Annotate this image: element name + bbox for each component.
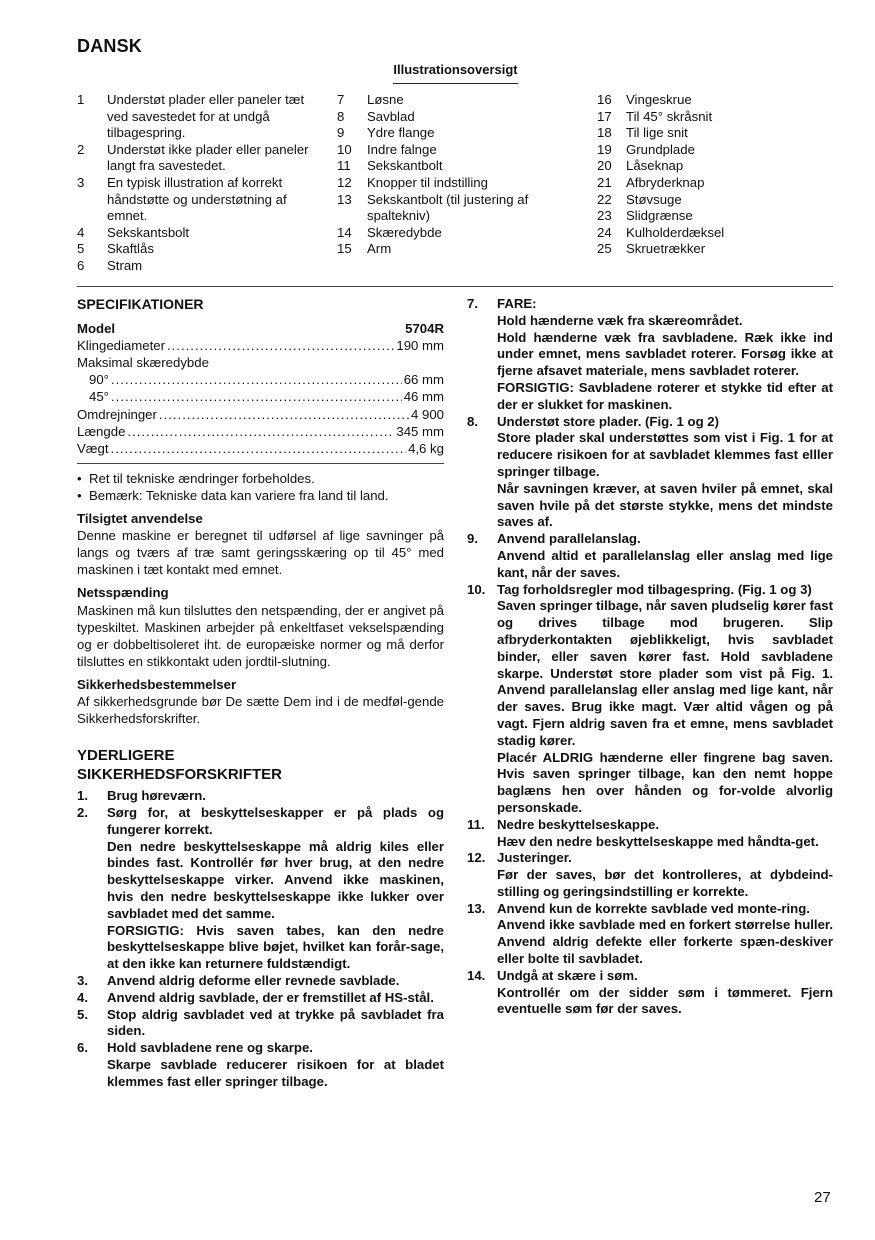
additional-safety-heading	[77, 746, 444, 784]
safety-item	[77, 1040, 444, 1090]
illustration-item-text: Savblad	[367, 108, 415, 124]
safety-item-text: FARE:	[497, 296, 537, 311]
safety-item-text: Anvend aldrig savblade, der er fremstillet af HS-stål.	[107, 989, 434, 1005]
safety-item-number: 10.	[467, 581, 486, 597]
spec-depth45-value: 46 mm	[403, 389, 444, 405]
illustration-item	[597, 125, 827, 142]
spec-depth90-row	[77, 371, 444, 388]
illustration-list-col2	[337, 92, 577, 258]
illustration-item-text: Skruetrækker	[626, 241, 706, 257]
page-number: 27	[814, 1189, 831, 1206]
safety-item-text: Brug høreværn.	[107, 788, 206, 804]
language-heading: DANSK	[77, 36, 143, 56]
safety-item-text: FORSIGTIG: Savbladene roterer et stykke tid efter at der er slukket for maskinen.	[497, 379, 833, 412]
spec-rpm-row	[77, 406, 444, 423]
illustration-item-number: 13	[337, 191, 352, 207]
illustration-item-text: Til 45° skråsnit	[626, 108, 713, 124]
safety-item	[77, 990, 444, 1007]
illustration-item-number: 23	[597, 208, 612, 224]
spec-weight-label: Vægt	[77, 440, 109, 456]
illustration-item-text: Arm	[367, 241, 392, 257]
illustration-item	[337, 92, 577, 109]
safety-item-text: Tag forholdsregler mod tilbagespring. (Fig. 1 og 3)	[497, 581, 812, 597]
safety-item-text: Placér ALDRIG hænderne eller fingrene bag saven. Hvis saven springer tilbage, kan den nemt hoppe baglæns hen over hånden og for-volde alvorlig personskade.	[497, 749, 833, 815]
safety-item-number: 8.	[467, 413, 478, 429]
safety-item-number: 2.	[77, 804, 88, 820]
intended-use-text: Denne maskine er beregnet til udførsel af lige savninger på langs og tværs af træ samt geringsskæring op til 45° med maskinen i tæt kontakt med emnet.	[77, 528, 444, 578]
illustration-item	[597, 158, 827, 175]
intended-use-heading: Tilsigtet anvendelse	[77, 511, 203, 527]
safety-item-text: Den nedre beskyttelseskappe må aldrig kiles eller bindes fast. Kontrollér før hver brug, at den nedre beskyttelseskappe virker. Anvend ikke maskinen, hvis den nedre beskyttelseskappe ikke lukker over savbladet med det samme.	[107, 838, 444, 921]
safety-item	[467, 901, 833, 968]
safety-item-text: Nedre beskyttelseskappe.	[497, 816, 659, 832]
safety-item-text: Saven springer tilbage, når saven pludselig kører fast og drives tilbage mod brugeren. Slip afbryderkontakten øjeblikkeligt, hvis savbladet binder, eller saven kører fast. Hold savbladene skarpe. Understøt store plader som vist på Fig. 1. Anvend parallelanslag eller anslag med lige kant, når der saves. Brug ikke magt. Vær altid vågen og på vagt. Fjern aldrig saven fra et emne, mens savbladet stadig kører.	[497, 598, 833, 748]
spec-depth45-label: 45°	[89, 389, 109, 405]
illustration-item-number: 16	[597, 92, 612, 107]
additional-heading-line2: SIKKERHEDSFORSKRIFTER	[77, 766, 283, 784]
safety-list-left	[77, 788, 444, 1090]
illustration-item	[337, 109, 577, 126]
safety-item-number: 4.	[77, 989, 88, 1005]
safety-item	[77, 788, 444, 805]
safety-item-text: Anvend parallelanslag.	[497, 531, 641, 547]
illustration-item	[337, 192, 577, 225]
illustration-item-text: Grundplade	[626, 141, 695, 157]
spec-divider	[77, 463, 444, 464]
spec-bullet-text: Ret til tekniske ændringer forbeholdes.	[89, 470, 315, 486]
illustration-list-col3	[597, 92, 827, 258]
illustration-item	[597, 175, 827, 192]
illustration-item-number: 4	[77, 224, 85, 240]
illustration-item-text: Skæredybde	[367, 224, 442, 240]
illustration-item-number: 2	[77, 141, 85, 157]
safety-item-text: Sørg for, at beskyttelseskapper er på plads og fungerer korrekt.	[107, 804, 444, 837]
safety-item	[467, 531, 833, 581]
illustration-item	[597, 225, 827, 242]
illustration-item-number: 8	[337, 108, 345, 124]
illustration-item	[337, 175, 577, 192]
safety-item-text: Hold savbladene rene og skarpe.	[107, 1040, 313, 1056]
illustration-item	[597, 142, 827, 159]
illustration-item	[597, 92, 827, 109]
spec-depth45-row	[77, 388, 444, 405]
safety-item-text: Før der saves, bør det kontrolleres, at dybdeind-stilling og geringsindstilling er korrekte.	[497, 867, 833, 899]
illustration-item	[337, 142, 577, 159]
spec-depth-label: Maksimal skæredybde	[77, 355, 209, 371]
spec-bullet: • Bemærk: Tekniske data kan variere fra land til land.	[77, 487, 389, 503]
safety-item-text: Kontrollér om der sidder søm i tømmeret. Fjern eventuelle søm før der saves.	[497, 984, 833, 1017]
safety-item-text: Anvend aldrig deforme eller revnede savblade.	[107, 972, 400, 988]
illustration-item	[597, 241, 827, 258]
safety-item-number: 11.	[467, 816, 485, 832]
illustration-item-text: Slidgrænse	[626, 208, 693, 224]
safety-item	[467, 850, 833, 900]
spec-bullet-text: Bemærk: Tekniske data kan variere fra land til land.	[89, 487, 389, 503]
safety-item-text: FORSIGTIG: Hvis saven tabes, kan den nedre beskyttelseskappe blive bøjet, hvilket kan forår-sage, at den ikke kan returnere fuldstændigt.	[107, 922, 444, 972]
illustration-item-text: Vingeskrue	[626, 92, 692, 107]
spec-model-row	[77, 320, 444, 337]
spec-depth90-label: 90°	[89, 372, 109, 388]
illustration-item-text: Sekskantbolt (til justering af spaltekniv)	[367, 191, 529, 224]
illustration-item	[337, 158, 577, 175]
safety-item-number: 7.	[467, 296, 478, 311]
illustration-item	[337, 225, 577, 242]
illustration-item-number: 11	[337, 158, 351, 174]
illustration-item-text: Stram	[107, 257, 143, 273]
illustration-item-number: 10	[337, 141, 352, 157]
illustration-item-text: Løsne	[367, 92, 404, 107]
spec-model-value: 5704R	[405, 321, 444, 337]
illustration-item-text: Knopper til indstilling	[367, 174, 488, 190]
safety-item-text: Understøt store plader. (Fig. 1 og 2)	[497, 413, 720, 429]
safety-item	[77, 1007, 444, 1041]
illustration-item	[77, 175, 312, 225]
illustration-item-number: 20	[597, 158, 612, 174]
illustration-item-text: Understøt plader eller paneler tæt ved savestedet for at undgå tilbagespring.	[107, 92, 305, 141]
safety-item	[467, 296, 833, 414]
spec-length-value: 345 mm	[396, 423, 444, 439]
spec-blade-value: 190 mm	[396, 338, 444, 354]
illustration-item	[77, 241, 312, 258]
safety-item-number: 13.	[467, 900, 486, 916]
safety-item	[467, 582, 833, 817]
illustration-item-text: En typisk illustration af korrekt håndstøtte og understøtning af emnet.	[107, 174, 287, 224]
safety-item-text: Anvend altid et parallelanslag eller anslag med lige kant, når der saves.	[497, 547, 833, 580]
illustration-item-number: 19	[597, 141, 612, 157]
safety-item-number: 14.	[467, 967, 486, 983]
illustration-list-col1	[77, 92, 312, 275]
additional-heading-line1: YDERLIGERE	[77, 747, 175, 765]
illustration-item-text: Sekskantbolt	[367, 158, 443, 174]
safety-rules-heading: Sikkerhedsbestemmelser	[77, 676, 237, 692]
safety-item-text: Anvend kun de korrekte savblade ved monte-ring.	[497, 900, 810, 916]
safety-item	[467, 414, 833, 532]
spec-blade-row	[77, 337, 444, 354]
illustration-item-text: Skaftlås	[107, 241, 154, 257]
illustration-item-number: 17	[597, 108, 612, 124]
illustration-item-number: 15	[337, 241, 352, 257]
illustration-item-text: Støvsuge	[626, 191, 682, 207]
safety-rules-text: Af sikkerhedsgrunde bør De sætte Dem ind i de medføl-gende Sikkerhedsforskrifter.	[77, 693, 444, 727]
illustration-item-text: Låseknap	[626, 158, 684, 174]
illustration-item-number: 12	[337, 174, 352, 190]
illustration-item-number: 6	[77, 257, 85, 273]
section-divider	[77, 286, 833, 287]
illustration-item-text: Afbryderknap	[626, 174, 705, 190]
illustration-item-number: 7	[337, 92, 345, 107]
illustration-item	[337, 125, 577, 142]
safety-item-text: Hæv den nedre beskyttelseskappe med håndta-get.	[497, 833, 819, 849]
illustration-item-text: Sekskantsbolt	[107, 224, 190, 240]
illustration-title	[0, 61, 875, 84]
spec-blade-label: Klingediameter	[77, 338, 165, 354]
safety-item-text: Stop aldrig savbladet ved at trykke på savbladet fra siden.	[107, 1006, 444, 1039]
power-text: Maskinen må kun tilsluttes den netspænding, der er angivet på typeskiltet. Maskinen arbejder på enkeltfaset vekselspænding og er dobbeltisoleret iht. de europæiske normer og må derfor tilsluttes en stikkontakt uden jordtil-slutning.	[77, 602, 444, 669]
safety-item-text: Store plader skal understøttes som vist i Fig. 1 for at reducere risikoen for at savbladet klemmes fast elller springer tilbage.	[497, 430, 833, 479]
illustration-item	[337, 241, 577, 258]
spec-weight-value: 4,6 kg	[408, 440, 444, 456]
spec-rpm-label: Omdrejninger	[77, 406, 157, 422]
illustration-item	[597, 109, 827, 126]
left-column	[77, 296, 444, 1091]
illustration-item-text: Ydre flange	[367, 125, 435, 141]
illustration-item	[77, 92, 312, 142]
specifications-heading: SPECIFIKATIONER	[77, 296, 204, 312]
illustration-item	[597, 208, 827, 225]
safety-item-text: Anvend ikke savblade med en forkert størrelse huller. Anvend aldrig defekte eller forkerte spæn-deskiver eller bolte til savbladet.	[497, 917, 833, 967]
illustration-item-number: 25	[597, 241, 612, 257]
safety-item-text: Skarpe savblade reducerer risikoen for at bladet klemmes fast eller springer tilbage.	[107, 1056, 444, 1089]
illustration-item-number: 1	[77, 92, 85, 107]
spec-depth90-value: 66 mm	[403, 372, 444, 388]
spec-length-label: Længde	[77, 423, 126, 439]
safety-item-text: Hold hænderne væk fra savbladene. Ræk ikke ind under emnet, mens savbladet roterer. Forsøg ikke at fjerne afsavet materiale, mens savbladet roterer.	[497, 329, 833, 379]
safety-item-number: 1.	[77, 788, 88, 804]
illustration-item-number: 9	[337, 125, 345, 141]
safety-item	[467, 817, 833, 851]
illustration-title-text: Illustrationsoversigt	[393, 62, 517, 84]
illustration-item	[77, 225, 312, 242]
spec-rpm-value: 4 900	[410, 406, 444, 422]
illustration-item	[597, 192, 827, 209]
illustration-item-number: 14	[337, 224, 352, 240]
safety-item-text: Når savningen kræver, at saven hviler på emnet, skal saven hvile på det største stykke, mens det mindste saves af.	[497, 480, 833, 530]
spec-model-label: Model	[77, 321, 116, 337]
illustration-item	[77, 142, 312, 175]
illustration-item-text: Understøt ikke plader eller paneler langt fra savestedet.	[107, 141, 309, 174]
safety-item-number: 5.	[77, 1006, 88, 1022]
illustration-item-number: 5	[77, 241, 85, 257]
safety-item-text: Justeringer.	[497, 850, 572, 866]
safety-list-right	[467, 296, 833, 1018]
safety-item	[77, 973, 444, 990]
safety-item-number: 3.	[77, 972, 88, 988]
spec-length-row	[77, 423, 444, 440]
safety-item	[77, 805, 444, 973]
safety-item-number: 9.	[467, 531, 478, 547]
safety-item-number: 6.	[77, 1040, 88, 1056]
power-heading: Netsspænding	[77, 585, 169, 601]
illustration-item-number: 21	[597, 174, 612, 190]
illustration-item-text: Kulholderdæksel	[626, 224, 725, 240]
illustration-item-text: Til lige snit	[626, 125, 688, 141]
safety-item-text: Undgå at skære i søm.	[497, 967, 638, 983]
safety-item-number: 12.	[467, 850, 486, 866]
illustration-item-number: 22	[597, 191, 612, 207]
spec-weight-row	[77, 440, 444, 457]
safety-item-text: Hold hænderne væk fra skæreområdet.	[497, 312, 743, 328]
safety-item	[467, 968, 833, 1018]
illustration-item	[77, 258, 312, 275]
illustration-item-number: 3	[77, 174, 85, 190]
illustration-item-number: 18	[597, 125, 612, 141]
illustration-item-number: 24	[597, 224, 612, 240]
illustration-item-text: Indre falnge	[367, 141, 437, 157]
spec-bullet: • Ret til tekniske ændringer forbeholdes.	[77, 470, 315, 486]
